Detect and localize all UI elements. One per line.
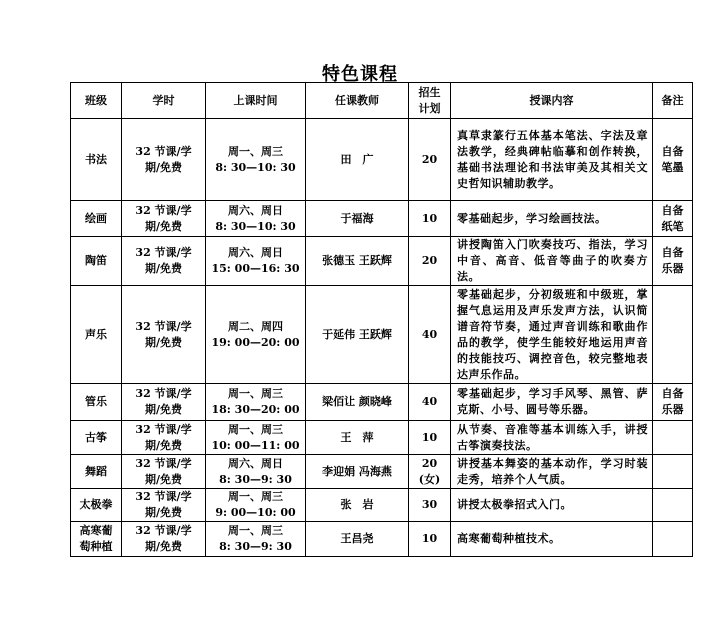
enroll-cell-line: 40 (421, 395, 438, 408)
header-hours: 学时 (122, 83, 206, 119)
hours-cell-line: 32 节课/学 (135, 524, 192, 537)
hours-cell-line: 期/免费 (144, 219, 183, 233)
remark-cell-line: 自备 (661, 144, 684, 158)
hours-cell-line: 32 节课/学 (135, 422, 192, 436)
teacher-cell: 张 岩 (306, 489, 409, 522)
table-row (71, 201, 693, 237)
header-teacher: 任课教师 (306, 83, 409, 119)
header-remark: 备注 (653, 83, 693, 119)
class-cell (71, 522, 122, 557)
page-title: 特色课程 (322, 64, 398, 85)
remark-cell-line: 纸笔 (661, 219, 684, 233)
time-range: 19: 00—20: 00 (211, 335, 300, 349)
remark-cell (653, 237, 693, 286)
class-cell (71, 421, 122, 455)
class-cell-line: 舞蹈 (85, 464, 107, 478)
enroll-cell (409, 421, 451, 455)
hours-cell-line: 32 节课/学 (135, 203, 192, 217)
hours-cell (122, 522, 206, 557)
time-range: 15: 00—16: 30 (211, 262, 300, 275)
hours-cell-line: 32 节课/学 (135, 246, 192, 259)
remark-cell-line: 自备 (661, 387, 684, 400)
header-class: 班级 (71, 83, 122, 119)
teacher-cell: 田 广 (306, 119, 409, 201)
hours-cell-line: 期/免费 (144, 540, 183, 553)
teacher-cell: 梁佰让 颜晓峰 (306, 384, 409, 421)
enroll-cell-line: 20 (421, 152, 438, 166)
time-cell (206, 522, 306, 557)
class-cell (71, 237, 122, 286)
table-row (71, 522, 693, 557)
remark-cell-line: 乐器 (661, 403, 684, 416)
header-enroll (409, 83, 451, 119)
hours-cell (122, 421, 206, 455)
time-days: 周一、周三 (228, 490, 283, 503)
course-table (70, 82, 693, 557)
header-content: 授课内容 (451, 83, 653, 119)
class-cell (71, 384, 122, 421)
time-days: 周六、周日 (228, 246, 283, 259)
time-days: 周一、周三 (228, 524, 283, 537)
teacher-cell: 王昌尧 (306, 522, 409, 557)
hours-cell-line: 32 节课/学 (135, 144, 192, 158)
time-range: 8: 30—9: 30 (219, 472, 292, 486)
class-cell (71, 489, 122, 522)
header-time: 上课时间 (206, 83, 306, 119)
remark-cell (653, 119, 693, 201)
class-cell (71, 455, 122, 489)
time-cell (206, 201, 306, 237)
time-cell (206, 286, 306, 384)
hours-cell (122, 119, 206, 201)
remark-cell-line: 自备 (661, 203, 684, 217)
remark-cell (653, 522, 693, 557)
content-cell: 真草隶篆行五体基本笔法、字法及章法教学，经典碑帖临摹和创作转换，基础书法理论和书法审美及其相关文史哲知识辅助教学。 (451, 119, 653, 201)
hours-cell (122, 201, 206, 237)
content-cell: 高寒葡萄种植技术。 (451, 522, 653, 557)
remark-cell (653, 286, 693, 384)
table-row (71, 421, 693, 455)
time-cell (206, 237, 306, 286)
enroll-cell (409, 522, 451, 557)
content-cell: 从节奏、音准等基本训练入手，讲授古筝演奏技法。 (451, 421, 653, 455)
time-cell (206, 384, 306, 421)
time-range: 8: 30—9: 30 (219, 540, 292, 553)
time-days: 周六、周日 (228, 203, 283, 217)
class-cell-line: 高寒葡 (79, 524, 113, 537)
hours-cell-line: 32 节课/学 (135, 490, 192, 503)
time-days: 周一、周三 (228, 422, 283, 436)
time-days: 周一、周三 (228, 144, 283, 158)
class-cell-line: 古筝 (85, 430, 107, 444)
class-cell (71, 201, 122, 237)
remark-cell-line: 乐器 (661, 262, 684, 275)
header-row (71, 83, 693, 119)
class-cell-line: 绘画 (85, 211, 107, 225)
enroll-cell-line: 10 (421, 430, 438, 444)
enroll-cell (409, 455, 451, 489)
teacher-cell: 李迎娟 冯海燕 (306, 455, 409, 489)
hours-cell (122, 489, 206, 522)
enroll-cell (409, 286, 451, 384)
class-cell-line: 书法 (85, 152, 107, 166)
time-cell (206, 421, 306, 455)
header-enroll-line: 招生 (418, 85, 441, 99)
table-row (71, 384, 693, 421)
enroll-cell (409, 119, 451, 201)
time-range: 8: 30—10: 30 (215, 219, 296, 233)
remark-cell-line: 笔墨 (661, 160, 684, 174)
hours-cell-line: 32 节课/学 (135, 387, 192, 400)
enroll-cell (409, 489, 451, 522)
remark-cell (653, 489, 693, 522)
time-days: 周一、周三 (228, 387, 283, 400)
class-cell-line: 太极拳 (79, 498, 113, 511)
time-range: 9: 00—10: 00 (215, 506, 296, 519)
class-cell (71, 119, 122, 201)
teacher-cell: 于福海 (306, 201, 409, 237)
class-cell-line: 陶笛 (85, 254, 107, 267)
time-days: 周二、周四 (228, 319, 283, 333)
remark-cell (653, 421, 693, 455)
enroll-cell-line: 10 (421, 211, 438, 225)
enroll-cell-line: 30 (421, 498, 438, 511)
hours-cell-line: 期/免费 (144, 438, 183, 452)
time-cell (206, 119, 306, 201)
table-row (71, 455, 693, 489)
hours-cell-line: 32 节课/学 (135, 456, 192, 470)
teacher-cell: 王 萍 (306, 421, 409, 455)
hours-cell (122, 237, 206, 286)
enroll-cell-line: 20 (421, 456, 438, 470)
hours-cell (122, 286, 206, 384)
header-enroll-line: 计划 (418, 101, 441, 115)
enroll-cell-line: (女) (418, 472, 441, 486)
class-cell-line: 声乐 (85, 327, 107, 341)
table-row (71, 489, 693, 522)
time-cell (206, 455, 306, 489)
time-range: 18: 30—20: 00 (211, 403, 300, 416)
table-row (71, 286, 693, 384)
table-row (71, 119, 693, 201)
remark-cell (653, 201, 693, 237)
time-cell (206, 489, 306, 522)
content-cell: 讲授太极拳招式入门。 (451, 489, 653, 522)
time-days: 周六、周日 (228, 456, 283, 470)
hours-cell-line: 期/免费 (144, 506, 183, 519)
class-cell (71, 286, 122, 384)
hours-cell-line: 期/免费 (144, 262, 183, 275)
enroll-cell (409, 201, 451, 237)
hours-cell-line: 期/免费 (144, 160, 183, 174)
table-row (71, 237, 693, 286)
remark-cell (653, 455, 693, 489)
class-cell-line: 萄种植 (79, 540, 113, 553)
teacher-cell: 于延伟 王跃辉 (306, 286, 409, 384)
class-cell-line: 管乐 (85, 395, 107, 408)
content-cell: 讲授陶笛入门吹奏技巧、指法，学习中音、高音、低音等曲子的吹奏方法。 (451, 237, 653, 286)
enroll-cell-line: 10 (421, 532, 438, 545)
enroll-cell (409, 237, 451, 286)
hours-cell-line: 期/免费 (144, 335, 183, 349)
hours-cell (122, 455, 206, 489)
enroll-cell-line: 40 (421, 327, 438, 341)
hours-cell-line: 期/免费 (144, 472, 183, 486)
enroll-cell (409, 384, 451, 421)
content-cell: 零基础起步，学习绘画技法。 (451, 201, 653, 237)
hours-cell-line: 32 节课/学 (135, 319, 192, 333)
content-cell: 零基础起步，分初级班和中级班，掌握气息运用及声乐发声方法，认识简谱音符节奏，通过声音训练和歌曲作品的教学，使学生能较好地运用声音的技能技巧、调控音色，较完整地表达声乐作品。 (451, 286, 653, 384)
hours-cell (122, 384, 206, 421)
content-cell: 零基础起步，学习手风琴、黑管、萨克斯、小号、圆号等乐器。 (451, 384, 653, 421)
time-range: 8: 30—10: 30 (215, 160, 296, 174)
remark-cell-line: 自备 (661, 246, 684, 259)
enroll-cell-line: 20 (421, 254, 438, 267)
time-range: 10: 00—11: 00 (211, 438, 300, 452)
hours-cell-line: 期/免费 (144, 403, 183, 416)
content-cell: 讲授基本舞姿的基本动作，学习时装走秀，培养个人气质。 (451, 455, 653, 489)
remark-cell (653, 384, 693, 421)
teacher-cell: 张德玉 王跃辉 (306, 237, 409, 286)
